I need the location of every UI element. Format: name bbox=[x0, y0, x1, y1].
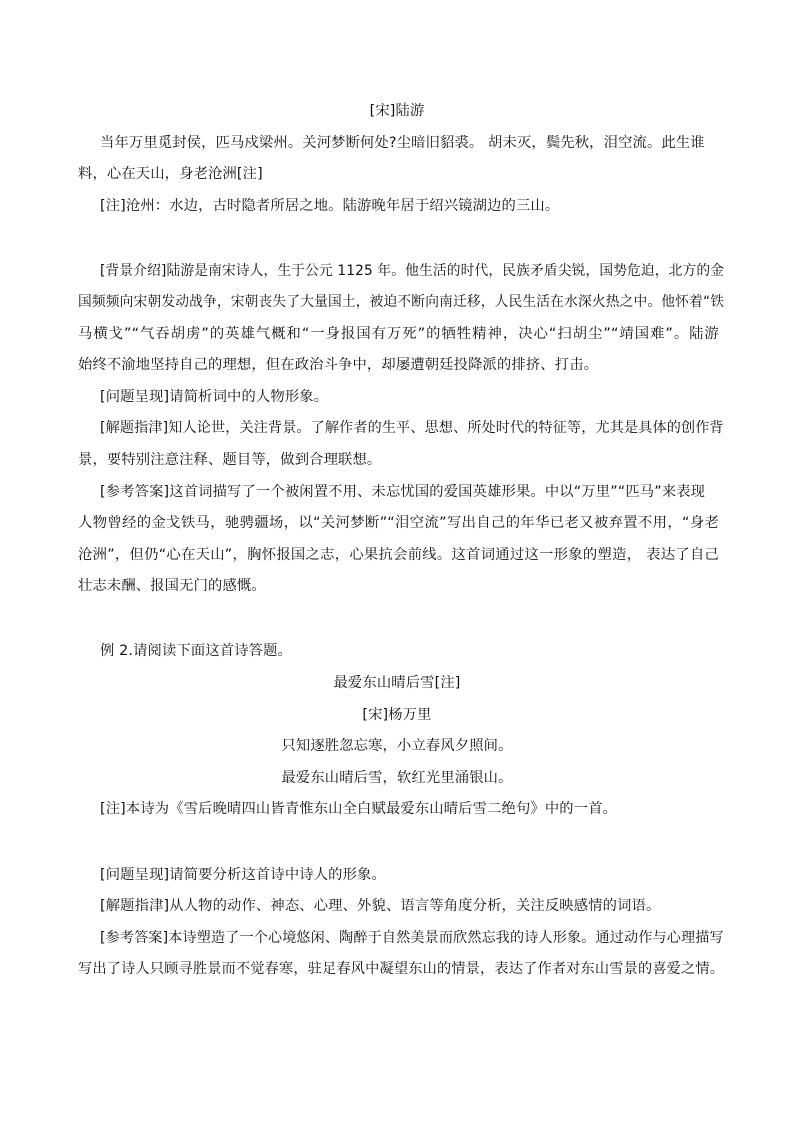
q1-guide-line2: 景，要特别注意注释、题目等，做到合理联想。 bbox=[78, 452, 382, 468]
q2-question: [问题呈现]请简要分析这首诗中诗人的形象。 bbox=[100, 867, 386, 883]
background-line1: [背景介绍]陆游是南宋诗人，生于公元 1125 年。他生活的时代，民族矛盾尖锐，国势危迫，北方的金 bbox=[100, 263, 725, 279]
q1-question: [问题呈现]请简析词中的人物形象。 bbox=[100, 389, 329, 405]
example2-note: [注]本诗为《雪后晚晴四山皆青惟东山全白赋最爱东山晴后雪二绝句》中的一首。 bbox=[100, 801, 618, 817]
poem1-text-line2: 料，心在天山，身老沧洲[注] bbox=[78, 166, 263, 182]
example2-verse2: 最爱东山晴后雪，软红光里涌银山。 bbox=[281, 770, 513, 786]
background-line2: 国频频向宋朝发动战争，宋朝丧失了大量国土，被迫不断向南迁移，人民生活在水深火热之中。他怀着“铁 bbox=[78, 294, 725, 310]
poem1-author: [宋]陆游 bbox=[369, 103, 425, 119]
q1-answer-line2: 人物曾经的金戈铁马，驰骋疆场，以“关河梦断”“泪空流”写出自己的年华已老又被弃置不用，“身老 bbox=[78, 515, 719, 531]
background-line4: 始终不渝地坚持自己的理想，但在政治斗争中，却屡遭朝廷投降派的排挤、打击。 bbox=[78, 357, 599, 373]
example2-author: [宋]杨万里 bbox=[362, 707, 432, 723]
example2-verse1: 只知逐胜忽忘寒，小立春风夕照间。 bbox=[281, 738, 513, 754]
poem1-text-line1: 当年万里觅封侯，匹马戍梁州。关河梦断何处?尘暗旧貂裘。 胡未灭，鬓先秋，泪空流。此生谁 bbox=[100, 135, 705, 151]
example2-intro: 例 2.请阅读下面这首诗答题。 bbox=[100, 643, 292, 659]
example2-title: 最爱东山晴后雪[注] bbox=[333, 675, 461, 691]
q1-answer-line1: [参考答案]这首词描写了一个被闲置不用、未忘忧国的爱国英雄形果。中以“万里”“匹马”来表现 bbox=[100, 484, 706, 500]
q2-guide: [解题指津]从人物的动作、神态、心理、外貌、语言等角度分析，关注反映感情的词语。 bbox=[100, 898, 661, 914]
background-line3: 马横戈”“气吞胡虏”的英雄气概和“一身报国有万死”的牺牲精神，决心“扫胡尘”“靖国难”。陆游 bbox=[78, 326, 719, 342]
q2-answer-line1: [参考答案]本诗塑造了一个心境悠闲、陶醉于自然美景而欣然忘我的诗人形象。通过动作与心理描写 bbox=[100, 930, 724, 946]
q1-answer-line3: 沧洲”，但仍“心在天山”，胸怀报国之志，心果抗会前线。这首词通过这一形象的塑造， 表达了自己 bbox=[78, 547, 719, 563]
q1-answer-line4: 壮志未酬、报国无门的感慨。 bbox=[78, 578, 266, 594]
poem1-note: [注]沧州：水边，古时隐者所居之地。陆游晚年居于绍兴镜湖边的三山。 bbox=[100, 198, 560, 214]
q2-answer-line2: 写出了诗人只顾寻胜景而不觉春寒，驻足春风中凝望东山的情景，表达了作者对东山雪景的喜爱之情。 bbox=[78, 961, 725, 977]
q1-guide-line1: [解题指津]知人论世，关注背景。了解作者的生平、思想、所处时代的特征等，尤其是具体的创作背 bbox=[100, 420, 724, 436]
